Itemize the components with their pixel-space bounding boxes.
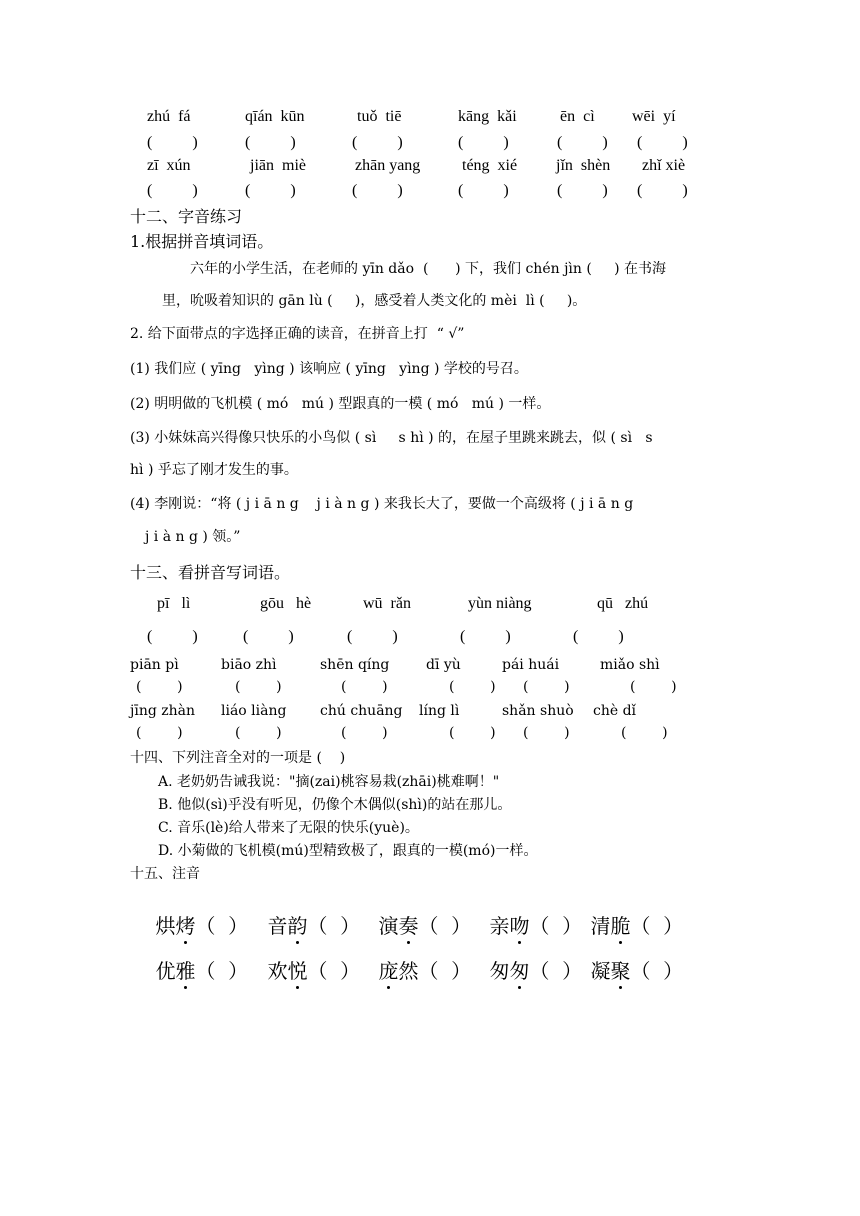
section-12-title: 十二、字音练习: [130, 207, 243, 226]
answer-blank[interactable]: ( ): [341, 725, 388, 741]
answer-blank[interactable]: ( ): [523, 725, 570, 741]
char: 烘: [155, 914, 176, 938]
pinyin: qū zhú: [597, 595, 649, 612]
q1-line1: 六年的小学生活，在老师的 yīn dǎo ( ) 下，我们 chén jìn ( ) 在书海: [190, 261, 666, 277]
option-c[interactable]: C. 音乐(lè)给人带来了无限的快乐(yuè)。: [158, 820, 419, 836]
answer-blank[interactable]: ( ): [147, 628, 198, 645]
s11-row2-pinyin: [0, 157, 860, 179]
option-a[interactable]: A. 老奶奶告诫我说："摘(zai)桃容易栽(zhāi)桃难啊！": [158, 774, 500, 790]
answer-blank[interactable]: ( ): [136, 725, 183, 741]
answer-blank[interactable]: ( ): [235, 725, 282, 741]
answer-blank[interactable]: ( ): [573, 628, 624, 645]
pinyin: chè dǐ: [593, 703, 637, 719]
char: 亲: [489, 914, 510, 938]
s15-row1: [0, 886, 860, 938]
pinyin: zhú fá: [147, 108, 191, 125]
section-15-title: 十五、注音: [130, 866, 200, 882]
pinyin: yùn niàng: [468, 595, 532, 612]
s11-row1-blanks: [0, 134, 860, 156]
word-with-dotted-char: [242, 931, 360, 1008]
answer-blank[interactable]: ( ): [449, 679, 496, 695]
dotted-char: 韵: [287, 910, 307, 939]
answer-blank[interactable]: ( ): [245, 134, 296, 151]
word-with-dotted-char: [565, 931, 683, 1008]
answer-paren[interactable]: （ ）: [529, 959, 583, 983]
s13-row2-blanks: [0, 679, 860, 699]
pinyin: zhǐ xiè: [642, 157, 686, 174]
pinyin: téng xié: [462, 157, 518, 174]
answer-paren[interactable]: （ ）: [630, 914, 684, 938]
pinyin: zhān yang: [355, 157, 421, 174]
char: 音: [267, 914, 288, 938]
pinyin: dī yù: [426, 657, 461, 673]
q1-line2: 里，吮吸着知识的 gān lù ( )，感受着人类文化的 mèi lì ( )。: [162, 293, 587, 309]
dotted-char: 悦: [287, 955, 307, 984]
option-b[interactable]: B. 他似(sì)乎没有听见，仍像个木偶似(shì)的站在那儿。: [158, 797, 512, 813]
q2-item-2: (2) 明明做的飞机模 ( mó mú ) 型跟真的一模 ( mó mú ) 一样。: [130, 396, 551, 412]
answer-paren[interactable]: （ ）: [418, 914, 472, 938]
answer-blank[interactable]: ( ): [637, 182, 688, 199]
pinyin: wū rǎn: [363, 595, 411, 612]
pinyin: líng lì: [419, 703, 460, 719]
answer-blank[interactable]: ( ): [637, 134, 688, 151]
q2-item-4a: (4) 李刚说：“将 ( j i ā n g j i à n g ) 来我长大了，要做一个高级将 ( j i ā n g: [130, 496, 634, 512]
dotted-char: 脆: [610, 910, 630, 939]
q1-title: 1.根据拼音填词语。: [130, 232, 274, 251]
dotted-char: 聚: [610, 955, 630, 984]
dotted-char: 庞: [378, 955, 398, 984]
pinyin: miǎo shì: [600, 657, 660, 673]
pinyin: pī lì: [157, 595, 191, 612]
s13-row1-blanks: [0, 628, 860, 650]
char: 演: [378, 914, 399, 938]
pinyin: zī xún: [147, 157, 191, 174]
answer-blank[interactable]: ( ): [235, 679, 282, 695]
answer-blank[interactable]: ( ): [630, 679, 677, 695]
char: 欢: [267, 959, 288, 983]
pinyin: jīng zhàn: [130, 703, 196, 719]
answer-blank[interactable]: ( ): [245, 182, 296, 199]
answer-blank[interactable]: ( ): [557, 182, 608, 199]
section-13-title: 十三、看拼音写词语。: [130, 563, 291, 582]
s11-row2-blanks: [0, 182, 860, 204]
pinyin: tuǒ tiē: [357, 108, 402, 125]
q2-item-1: (1) 我们应 ( yīng yìng ) 该响应 ( yīng yìng ) 学校的号召。: [130, 361, 528, 377]
pinyin: pái huái: [502, 657, 560, 673]
answer-paren[interactable]: （ ）: [529, 914, 583, 938]
dotted-char: 雅: [175, 955, 195, 984]
answer-blank[interactable]: ( ): [147, 134, 198, 151]
char: 然: [398, 959, 419, 983]
answer-paren[interactable]: （ ）: [307, 914, 361, 938]
answer-blank[interactable]: ( ): [458, 134, 509, 151]
dotted-char: 奏: [398, 910, 418, 939]
answer-paren[interactable]: （ ）: [418, 959, 472, 983]
answer-blank[interactable]: ( ): [523, 679, 570, 695]
pinyin: wēi yí: [632, 108, 676, 125]
pinyin: qīán kūn: [245, 108, 305, 125]
pinyin: shēn qíng: [320, 657, 390, 673]
q2-title: 2. 给下面带点的字选择正确的读音，在拼音上打 “ √”: [130, 326, 465, 342]
q2-item-3b: hì ) 乎忘了刚才发生的事。: [130, 462, 298, 478]
answer-blank[interactable]: ( ): [147, 182, 198, 199]
answer-blank[interactable]: ( ): [458, 182, 509, 199]
dotted-char: 烤: [175, 910, 195, 939]
answer-blank[interactable]: ( ): [243, 628, 294, 645]
pinyin: gōu hè: [260, 595, 312, 612]
answer-blank[interactable]: ( ): [449, 725, 496, 741]
s15-row2: [0, 931, 860, 983]
answer-blank[interactable]: ( ): [557, 134, 608, 151]
q2-item-4b: j i à n g ) 领。”: [145, 529, 241, 545]
pinyin: biāo zhì: [221, 657, 277, 673]
char: 优: [155, 959, 176, 983]
char: 凝: [590, 959, 611, 983]
pinyin: ēn cì: [560, 108, 595, 125]
s13-row3-blanks: [0, 725, 860, 745]
pinyin: liáo liàng: [221, 703, 287, 719]
answer-paren[interactable]: （ ）: [195, 959, 249, 983]
pinyin: chú chuāng: [320, 703, 403, 719]
char: 清: [590, 914, 611, 938]
section-14-title: 十四、下列注音全对的一项是 ( ): [130, 750, 346, 766]
s11-row1-pinyin: [0, 108, 860, 130]
pinyin: kāng kǎi: [458, 108, 517, 125]
char: 匆: [489, 959, 510, 983]
dotted-char: 匆: [509, 955, 529, 984]
answer-blank[interactable]: ( ): [352, 134, 403, 151]
word-with-dotted-char: [353, 931, 471, 1008]
pinyin: shǎn shuò: [502, 703, 574, 719]
answer-paren[interactable]: （ ）: [195, 914, 249, 938]
answer-blank[interactable]: ( ): [136, 679, 183, 695]
answer-blank[interactable]: ( ): [621, 725, 668, 741]
pinyin: piān pì: [130, 657, 179, 673]
s13-row3-pinyin: [0, 703, 860, 723]
pinyin: jiān miè: [250, 157, 306, 174]
answer-paren[interactable]: （ ）: [630, 959, 684, 983]
word-with-dotted-char: [130, 931, 248, 1008]
answer-paren[interactable]: （ ）: [307, 959, 361, 983]
answer-blank[interactable]: ( ): [347, 628, 398, 645]
answer-blank[interactable]: ( ): [352, 182, 403, 199]
pinyin: jǐn shèn: [556, 157, 611, 174]
s13-row2-pinyin: [0, 657, 860, 677]
answer-blank[interactable]: ( ): [341, 679, 388, 695]
option-d[interactable]: D. 小菊做的飞机模(mú)型精致极了，跟真的一模(mó)一样。: [158, 843, 538, 859]
s13-row1-pinyin: [0, 595, 860, 617]
answer-blank[interactable]: ( ): [460, 628, 511, 645]
q2-item-3a: (3) 小妹妹高兴得像只快乐的小鸟似 ( sì s hì ) 的，在屋子里跳来跳去，似 ( sì s: [130, 430, 653, 446]
dotted-char: 吻: [509, 910, 529, 939]
